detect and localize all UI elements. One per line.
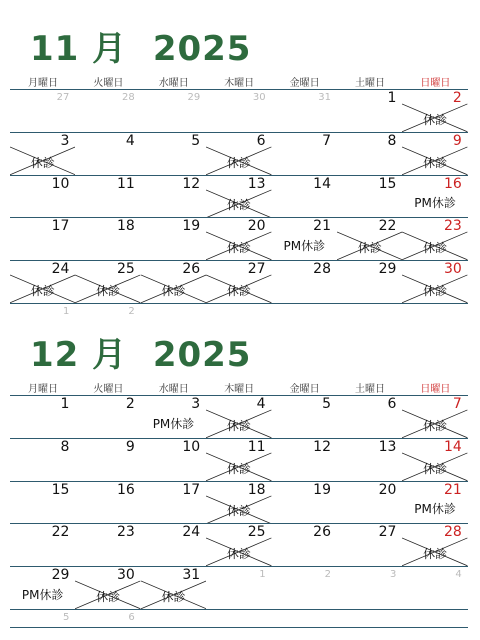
day-cell[interactable] (141, 482, 206, 524)
day-cell[interactable] (141, 439, 206, 481)
day-cell[interactable] (402, 524, 467, 566)
day-number: 2 (324, 569, 331, 581)
day-number: 18 (116, 218, 135, 235)
day-number: 3 (191, 396, 201, 412)
closed-label: 休診 (226, 241, 251, 256)
day-cell[interactable] (10, 133, 75, 175)
day-number: 1 (387, 90, 397, 106)
day-cell[interactable] (206, 218, 271, 260)
day-number: 18 (247, 481, 266, 498)
day-cell[interactable] (10, 218, 75, 260)
day-number: 15 (378, 175, 397, 192)
day-number: 29 (51, 567, 70, 584)
day-cell[interactable] (272, 176, 337, 218)
closed-label: 休診 (423, 112, 448, 127)
day-cell[interactable] (402, 133, 467, 175)
month-title: 12 月 2025 (30, 335, 252, 375)
closed-label: 休診 (30, 155, 55, 170)
day-cell[interactable] (337, 261, 402, 303)
day-cell[interactable] (272, 396, 337, 438)
day-cell[interactable] (10, 610, 75, 628)
day-cell[interactable] (10, 524, 75, 566)
day-cell[interactable] (10, 439, 75, 481)
day-cell[interactable] (75, 218, 140, 260)
day-number: 8 (387, 132, 397, 149)
day-number: 24 (51, 261, 70, 278)
closed-label: 休診 (96, 283, 121, 298)
day-number: 6 (128, 612, 135, 623)
day-cell[interactable] (141, 176, 206, 218)
day-number: 26 (182, 261, 201, 278)
closed-label: 休診 (423, 155, 448, 170)
weekday-header: 木曜日 (224, 384, 255, 395)
day-number: 29 (378, 261, 397, 278)
day-cell[interactable] (141, 133, 206, 175)
day-cell[interactable] (206, 567, 271, 609)
day-number: 5 (63, 612, 70, 623)
day-number: 11 (116, 175, 135, 192)
day-cell[interactable] (402, 218, 467, 260)
day-number: 5 (191, 132, 201, 149)
day-cell[interactable] (337, 133, 402, 175)
day-number: 22 (51, 524, 70, 541)
day-cell[interactable] (75, 396, 140, 438)
closed-label: 休診 (423, 283, 448, 298)
closed-label: 休診 (357, 241, 382, 256)
day-cell[interactable] (337, 90, 402, 132)
day-number: 19 (182, 218, 201, 235)
day-number: 27 (247, 261, 266, 278)
day-cell[interactable] (206, 133, 271, 175)
day-number: 3 (60, 132, 70, 149)
day-cell[interactable] (10, 567, 75, 609)
day-cell[interactable] (75, 524, 140, 566)
day-cell[interactable] (206, 439, 271, 481)
closed-label: 休診 (226, 418, 251, 433)
day-number: 14 (313, 175, 331, 192)
weekday-header: 火曜日 (93, 78, 124, 89)
day-cell[interactable] (75, 176, 140, 218)
day-cell[interactable] (141, 218, 206, 260)
day-number: 2 (452, 90, 462, 106)
pm-closed-label: PM休診 (283, 239, 326, 254)
closed-label: 休診 (226, 504, 251, 519)
day-cell[interactable] (75, 261, 140, 303)
day-number: 1 (60, 396, 70, 412)
day-number: 1 (63, 306, 70, 317)
day-number: 23 (443, 218, 462, 235)
day-number: 17 (51, 218, 70, 235)
pm-closed-label: PM休診 (21, 587, 64, 602)
day-cell[interactable] (402, 396, 467, 438)
day-number: 26 (313, 524, 331, 541)
weekday-header: 月曜日 (28, 384, 58, 395)
day-number: 12 (182, 175, 201, 192)
day-number: 1 (259, 569, 266, 581)
day-number: 11 (247, 438, 266, 455)
day-cell[interactable] (337, 439, 402, 481)
day-number: 7 (322, 132, 331, 149)
day-number: 27 (56, 92, 70, 103)
day-number: 13 (247, 175, 266, 192)
day-cell[interactable] (75, 90, 140, 132)
weekday-header: 金曜日 (289, 384, 320, 395)
day-cell[interactable] (141, 90, 206, 132)
day-cell[interactable] (272, 90, 337, 132)
pm-closed-label: PM休診 (152, 416, 195, 431)
day-number: 16 (116, 481, 135, 498)
day-number: 30 (443, 261, 462, 278)
day-cell[interactable] (337, 567, 402, 609)
day-number: 16 (443, 175, 462, 192)
day-number: 7 (452, 396, 462, 412)
day-cell[interactable] (10, 396, 75, 438)
closed-label: 休診 (226, 155, 251, 170)
day-cell[interactable] (75, 482, 140, 524)
day-number: 8 (60, 438, 70, 455)
day-number: 28 (443, 524, 462, 541)
closed-label: 休診 (226, 198, 251, 213)
day-cell[interactable] (272, 439, 337, 481)
day-cell[interactable] (402, 567, 467, 609)
day-number: 20 (247, 218, 266, 235)
day-cell[interactable] (402, 90, 467, 132)
day-cell[interactable] (272, 482, 337, 524)
weekday-header: 水曜日 (158, 78, 189, 89)
day-number: 30 (116, 567, 135, 584)
day-cell[interactable] (141, 261, 206, 303)
day-cell[interactable] (337, 396, 402, 438)
day-number: 4 (125, 132, 135, 149)
day-cell[interactable] (337, 218, 402, 260)
weekday-header: 日曜日 (420, 384, 451, 395)
weekday-header: 水曜日 (158, 384, 189, 395)
day-cell[interactable] (272, 567, 337, 609)
day-cell[interactable] (75, 610, 140, 628)
weekday-header: 土曜日 (355, 384, 385, 395)
day-number: 28 (122, 92, 135, 103)
day-cell[interactable] (337, 524, 402, 566)
day-number: 25 (116, 261, 135, 278)
day-number: 9 (125, 438, 135, 455)
day-number: 5 (322, 396, 331, 412)
closed-label: 休診 (423, 418, 448, 433)
day-number: 20 (378, 481, 397, 498)
day-number: 4 (256, 396, 266, 412)
day-number: 6 (256, 132, 266, 149)
weekday-header: 木曜日 (224, 78, 255, 89)
pm-closed-label: PM休診 (414, 196, 456, 211)
day-number: 27 (378, 524, 397, 541)
closed-label: 休診 (423, 241, 448, 256)
day-cell[interactable] (10, 90, 75, 132)
day-cell[interactable] (10, 304, 75, 322)
day-cell[interactable] (141, 567, 206, 609)
pm-closed-label: PM休診 (414, 502, 456, 517)
day-cell[interactable] (75, 304, 140, 322)
day-number: 9 (452, 132, 462, 149)
day-cell[interactable] (206, 261, 271, 303)
closed-label: 休診 (226, 461, 251, 476)
day-cell[interactable] (75, 567, 140, 609)
day-number: 4 (455, 569, 462, 581)
day-cell[interactable] (206, 396, 271, 438)
day-cell[interactable] (337, 176, 402, 218)
day-cell[interactable] (141, 396, 206, 438)
day-cell[interactable] (206, 482, 271, 524)
day-number: 22 (378, 218, 397, 235)
weekday-header: 金曜日 (289, 78, 320, 89)
day-number: 28 (313, 261, 331, 278)
day-cell[interactable] (75, 133, 140, 175)
day-cell[interactable] (402, 482, 467, 524)
weekday-header: 土曜日 (355, 78, 385, 89)
day-number: 19 (313, 481, 331, 498)
day-cell[interactable] (337, 482, 402, 524)
closed-label: 休診 (30, 283, 55, 298)
day-number: 21 (443, 481, 462, 498)
day-number: 3 (390, 569, 397, 581)
day-number: 30 (252, 92, 266, 103)
day-number: 24 (182, 524, 201, 541)
day-cell[interactable] (272, 524, 337, 566)
day-number: 10 (182, 438, 201, 455)
day-cell[interactable] (402, 261, 467, 303)
day-cell[interactable] (272, 133, 337, 175)
day-number: 15 (51, 481, 70, 498)
day-cell[interactable] (206, 90, 271, 132)
day-number: 12 (313, 438, 331, 455)
day-number: 14 (443, 438, 462, 455)
day-number: 25 (247, 524, 266, 541)
day-number: 29 (187, 92, 201, 103)
weekday-header: 日曜日 (420, 78, 451, 89)
day-number: 23 (116, 524, 135, 541)
day-number: 21 (313, 218, 331, 235)
closed-label: 休診 (226, 547, 251, 562)
day-cell[interactable] (10, 176, 75, 218)
weekday-header: 月曜日 (28, 78, 58, 89)
day-cell[interactable] (10, 482, 75, 524)
day-cell[interactable] (402, 439, 467, 481)
day-cell[interactable] (10, 261, 75, 303)
day-cell[interactable] (272, 218, 337, 260)
day-cell[interactable] (75, 439, 140, 481)
day-number: 31 (318, 92, 331, 103)
day-number: 2 (125, 396, 135, 412)
day-cell[interactable] (272, 261, 337, 303)
month-title: 11 月 2025 (30, 29, 252, 69)
weekday-header: 火曜日 (93, 384, 124, 395)
day-number: 10 (51, 175, 70, 192)
day-number: 13 (378, 438, 397, 455)
closed-label: 休診 (161, 283, 186, 298)
closed-label: 休診 (423, 547, 448, 562)
day-number: 31 (182, 567, 201, 584)
closed-label: 休診 (161, 589, 186, 604)
day-number: 6 (387, 396, 397, 412)
day-cell[interactable] (206, 176, 271, 218)
closed-label: 休診 (96, 589, 121, 604)
day-cell[interactable] (402, 176, 467, 218)
day-number: 17 (182, 481, 201, 498)
day-number: 2 (128, 306, 135, 317)
day-cell[interactable] (206, 524, 271, 566)
closed-label: 休診 (226, 283, 251, 298)
closed-label: 休診 (423, 461, 448, 476)
day-cell[interactable] (141, 524, 206, 566)
row-line (10, 627, 468, 628)
